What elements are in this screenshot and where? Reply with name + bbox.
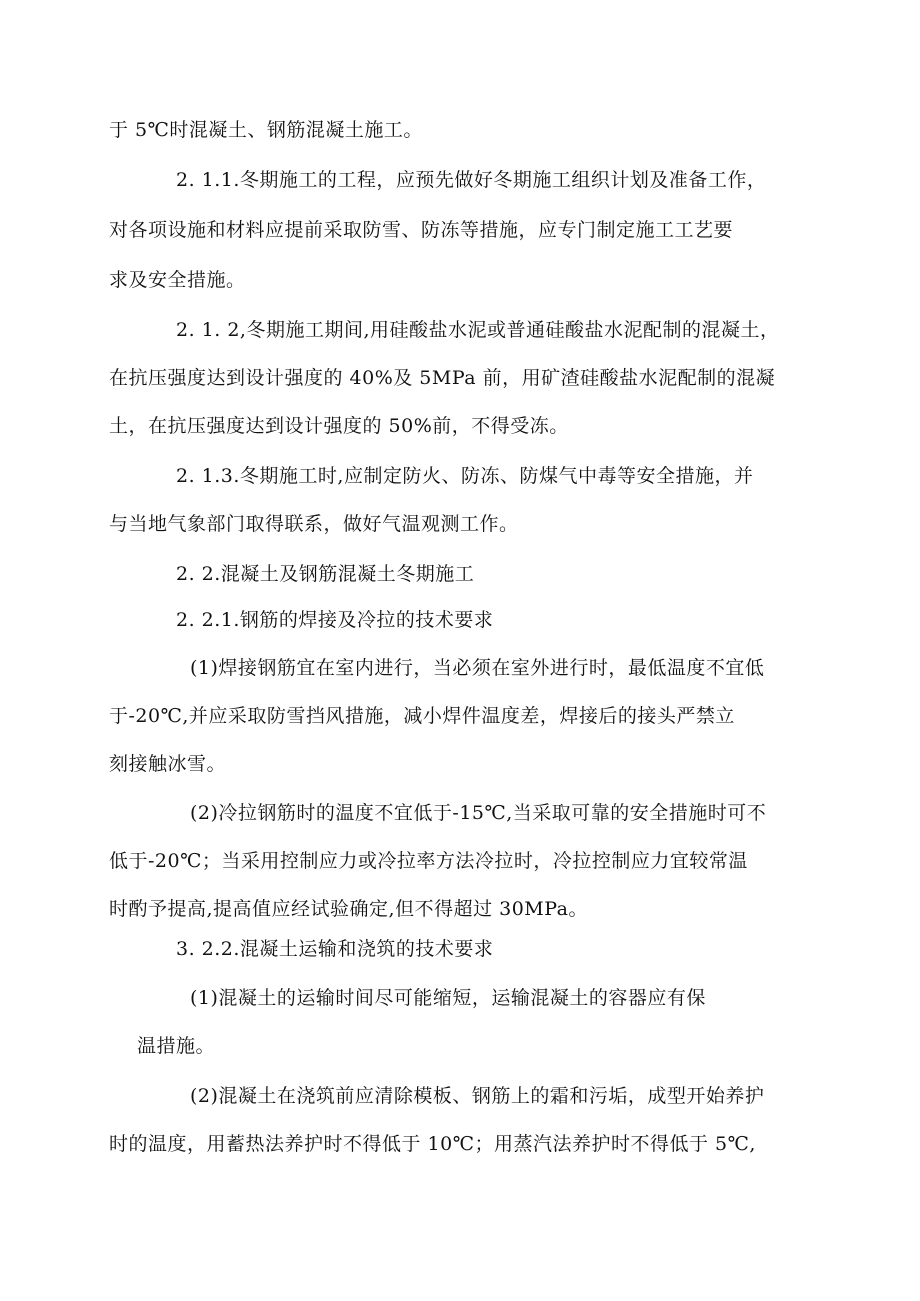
text-line: 刻接触冰雪。: [109, 753, 227, 775]
text-line: 2. 2.1.钢筋的焊接及冷拉的技术要求: [176, 609, 494, 631]
text-line: 土，在抗压强度达到设计强度的 50%前，不得受冻。: [109, 415, 569, 437]
text-line: 求及安全措施。: [109, 269, 246, 291]
text-line: (1)焊接钢筋宜在室内进行，当必须在室外进行时，最低温度不宜低: [190, 657, 765, 679]
text-line: 低于-20℃；当采用控制应力或冷拉率方法冷拉时，冷拉控制应力宜较常温: [109, 850, 748, 872]
text-line: 时的温度，用蓄热法养护时不得低于 10℃；用蒸汽法养护时不得低于 5℃,: [109, 1133, 756, 1155]
text-line: 2. 1.3.冬期施工时,应制定防火、防冻、防煤气中毒等安全措施，并: [176, 465, 754, 487]
text-line: 时酌予提高,提高值应经试验确定,但不得超过 30MPa。: [109, 898, 589, 920]
text-line: 温措施。: [137, 1035, 216, 1057]
text-line: 3. 2.2.混凝土运输和浇筑的技术要求: [176, 938, 494, 960]
text-line: (1)混凝土的运输时间尽可能缩短，运输混凝土的容器应有保: [190, 987, 706, 1009]
text-line: 2. 2.混凝土及钢筋混凝土冬期施工: [176, 563, 475, 585]
text-line: 与当地气象部门取得联系，做好气温观测工作。: [109, 513, 519, 535]
text-line: 于-20℃,并应采取防雪挡风措施，减小焊件温度差，焊接后的接头严禁立: [109, 705, 735, 727]
text-line: 2. 1. 2,冬期施工期间,用硅酸盐水泥或普通硅酸盐水泥配制的混凝土，: [176, 319, 780, 341]
text-line: 在抗压强度达到设计强度的 40%及 5MPa 前，用矿渣硅酸盐水泥配制的混凝: [109, 367, 776, 389]
text-line: 于 5℃时混凝土、钢筋混凝土施工。: [109, 119, 423, 141]
text-line: (2)冷拉钢筋时的温度不宜低于-15℃,当采取可靠的安全措施时可不: [190, 802, 767, 824]
text-line: 对各项设施和材料应提前采取防雪、防冻等措施，应专门制定施工工艺要: [109, 219, 734, 241]
text-line: (2)混凝土在浇筑前应清除模板、钢筋上的霜和污垢，成型开始养护: [190, 1085, 765, 1107]
text-line: 2. 1.1.冬期施工的工程，应预先做好冬期施工组织计划及准备工作，: [176, 169, 767, 191]
